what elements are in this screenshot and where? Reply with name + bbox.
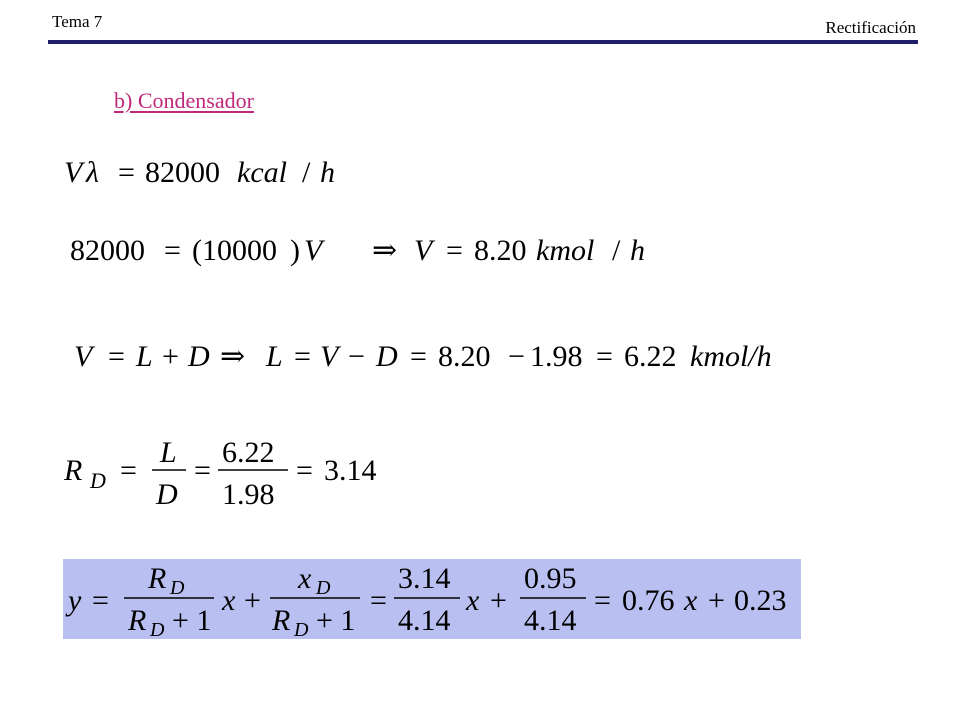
eq5-n4: 0.95 <box>524 562 577 595</box>
eq2-implies: ⇒ <box>372 234 398 267</box>
eq5-y: y <box>68 584 82 617</box>
eq5-den1-r: R <box>128 604 147 637</box>
eq4-equals2: = <box>194 454 211 487</box>
eq5-den1-plus: + 1 <box>172 604 212 637</box>
eq5-den2-r: R <box>272 604 291 637</box>
eq5-plus3: + <box>708 584 725 617</box>
header-topic-label: Tema 7 <box>52 12 103 31</box>
eq3-l: L <box>136 340 153 373</box>
eq5-plus2: + <box>490 584 507 617</box>
eq1-slash: / <box>302 156 311 189</box>
eq4-equals3: = <box>296 454 313 487</box>
equation-3 <box>74 340 772 373</box>
eq3-plus: + <box>162 340 179 373</box>
eq3-v2: V <box>320 340 339 373</box>
eq4-equals: = <box>120 454 137 487</box>
eq5-equals3: = <box>594 584 611 617</box>
eq3-unit: kmol/h <box>690 340 772 373</box>
eq3-v: V <box>74 340 93 373</box>
eq3-result: 6.22 <box>624 340 677 373</box>
eq1-unit: kcal <box>237 156 287 189</box>
eq4-num1: L <box>160 436 177 469</box>
eq3-equals: = <box>108 340 125 373</box>
eq4-result: 3.14 <box>324 454 377 487</box>
eq2-h: h <box>630 234 645 267</box>
eq5-d4: 4.14 <box>524 604 577 637</box>
eq5-x2: x <box>466 584 480 617</box>
eq1-equals: = <box>118 156 135 189</box>
eq5-equals: = <box>92 584 109 617</box>
eq2-equals: = <box>164 234 181 267</box>
eq2-v2: V <box>414 234 433 267</box>
eq4-r: R <box>64 454 83 487</box>
eq3-b: 1.98 <box>530 340 583 373</box>
eq5-c2: 0.23 <box>734 584 787 617</box>
eq5-x3: x <box>684 584 698 617</box>
eq5-den1-sub: D <box>150 619 165 641</box>
eq3-minus2: − <box>508 340 525 373</box>
section-heading: b) Condensador <box>114 88 254 113</box>
eq3-equals3: = <box>410 340 427 373</box>
eq1-value: 82000 <box>145 156 220 189</box>
eq3-minus: − <box>348 340 365 373</box>
eq5-d3: 4.14 <box>398 604 451 637</box>
eq5-n3: 3.14 <box>398 562 451 595</box>
eq5-equals2: = <box>370 584 387 617</box>
eq3-implies: ⇒ <box>220 340 246 373</box>
equation-2 <box>70 234 645 267</box>
eq2-v: V <box>304 234 323 267</box>
eq1-v: V <box>64 156 83 189</box>
eq1-h: h <box>320 156 335 189</box>
eq5-c1: 0.76 <box>622 584 675 617</box>
header-title: Rectificación <box>825 18 916 37</box>
eq3-a: 8.20 <box>438 340 491 373</box>
eq5-num2-x: x <box>298 562 312 595</box>
eq2-slash: / <box>612 234 621 267</box>
eq5-den2-plus: + 1 <box>316 604 356 637</box>
eq1-lambda: λ <box>86 156 99 189</box>
eq2-left: 82000 <box>70 234 145 267</box>
equation-1 <box>64 156 335 189</box>
eq3-equals2: = <box>294 340 311 373</box>
eq5-x: x <box>222 584 236 617</box>
eq5-plus: + <box>244 584 261 617</box>
equation-5 <box>65 562 787 641</box>
eq5-den2-sub: D <box>294 619 309 641</box>
eq5-num1-r: R <box>148 562 167 595</box>
eq4-den2: 1.98 <box>222 478 275 511</box>
eq2-unit: kmol <box>536 234 595 267</box>
eq3-d2: D <box>376 340 398 373</box>
eq5-num2-sub: D <box>316 577 331 599</box>
equation-4 <box>63 436 377 511</box>
eq2-equals2: = <box>446 234 463 267</box>
eq4-sub: D <box>90 468 106 493</box>
eq2-paren: (10000 <box>192 234 277 267</box>
eq3-l2: L <box>266 340 283 373</box>
eq5-num1-sub: D <box>170 577 185 599</box>
eq3-equals4: = <box>596 340 613 373</box>
eq3-d: D <box>188 340 210 373</box>
eq2-close: ) <box>290 234 300 267</box>
eq4-num2: 6.22 <box>222 436 275 469</box>
eq4-den1: D <box>156 478 178 511</box>
eq2-value: 8.20 <box>474 234 527 267</box>
